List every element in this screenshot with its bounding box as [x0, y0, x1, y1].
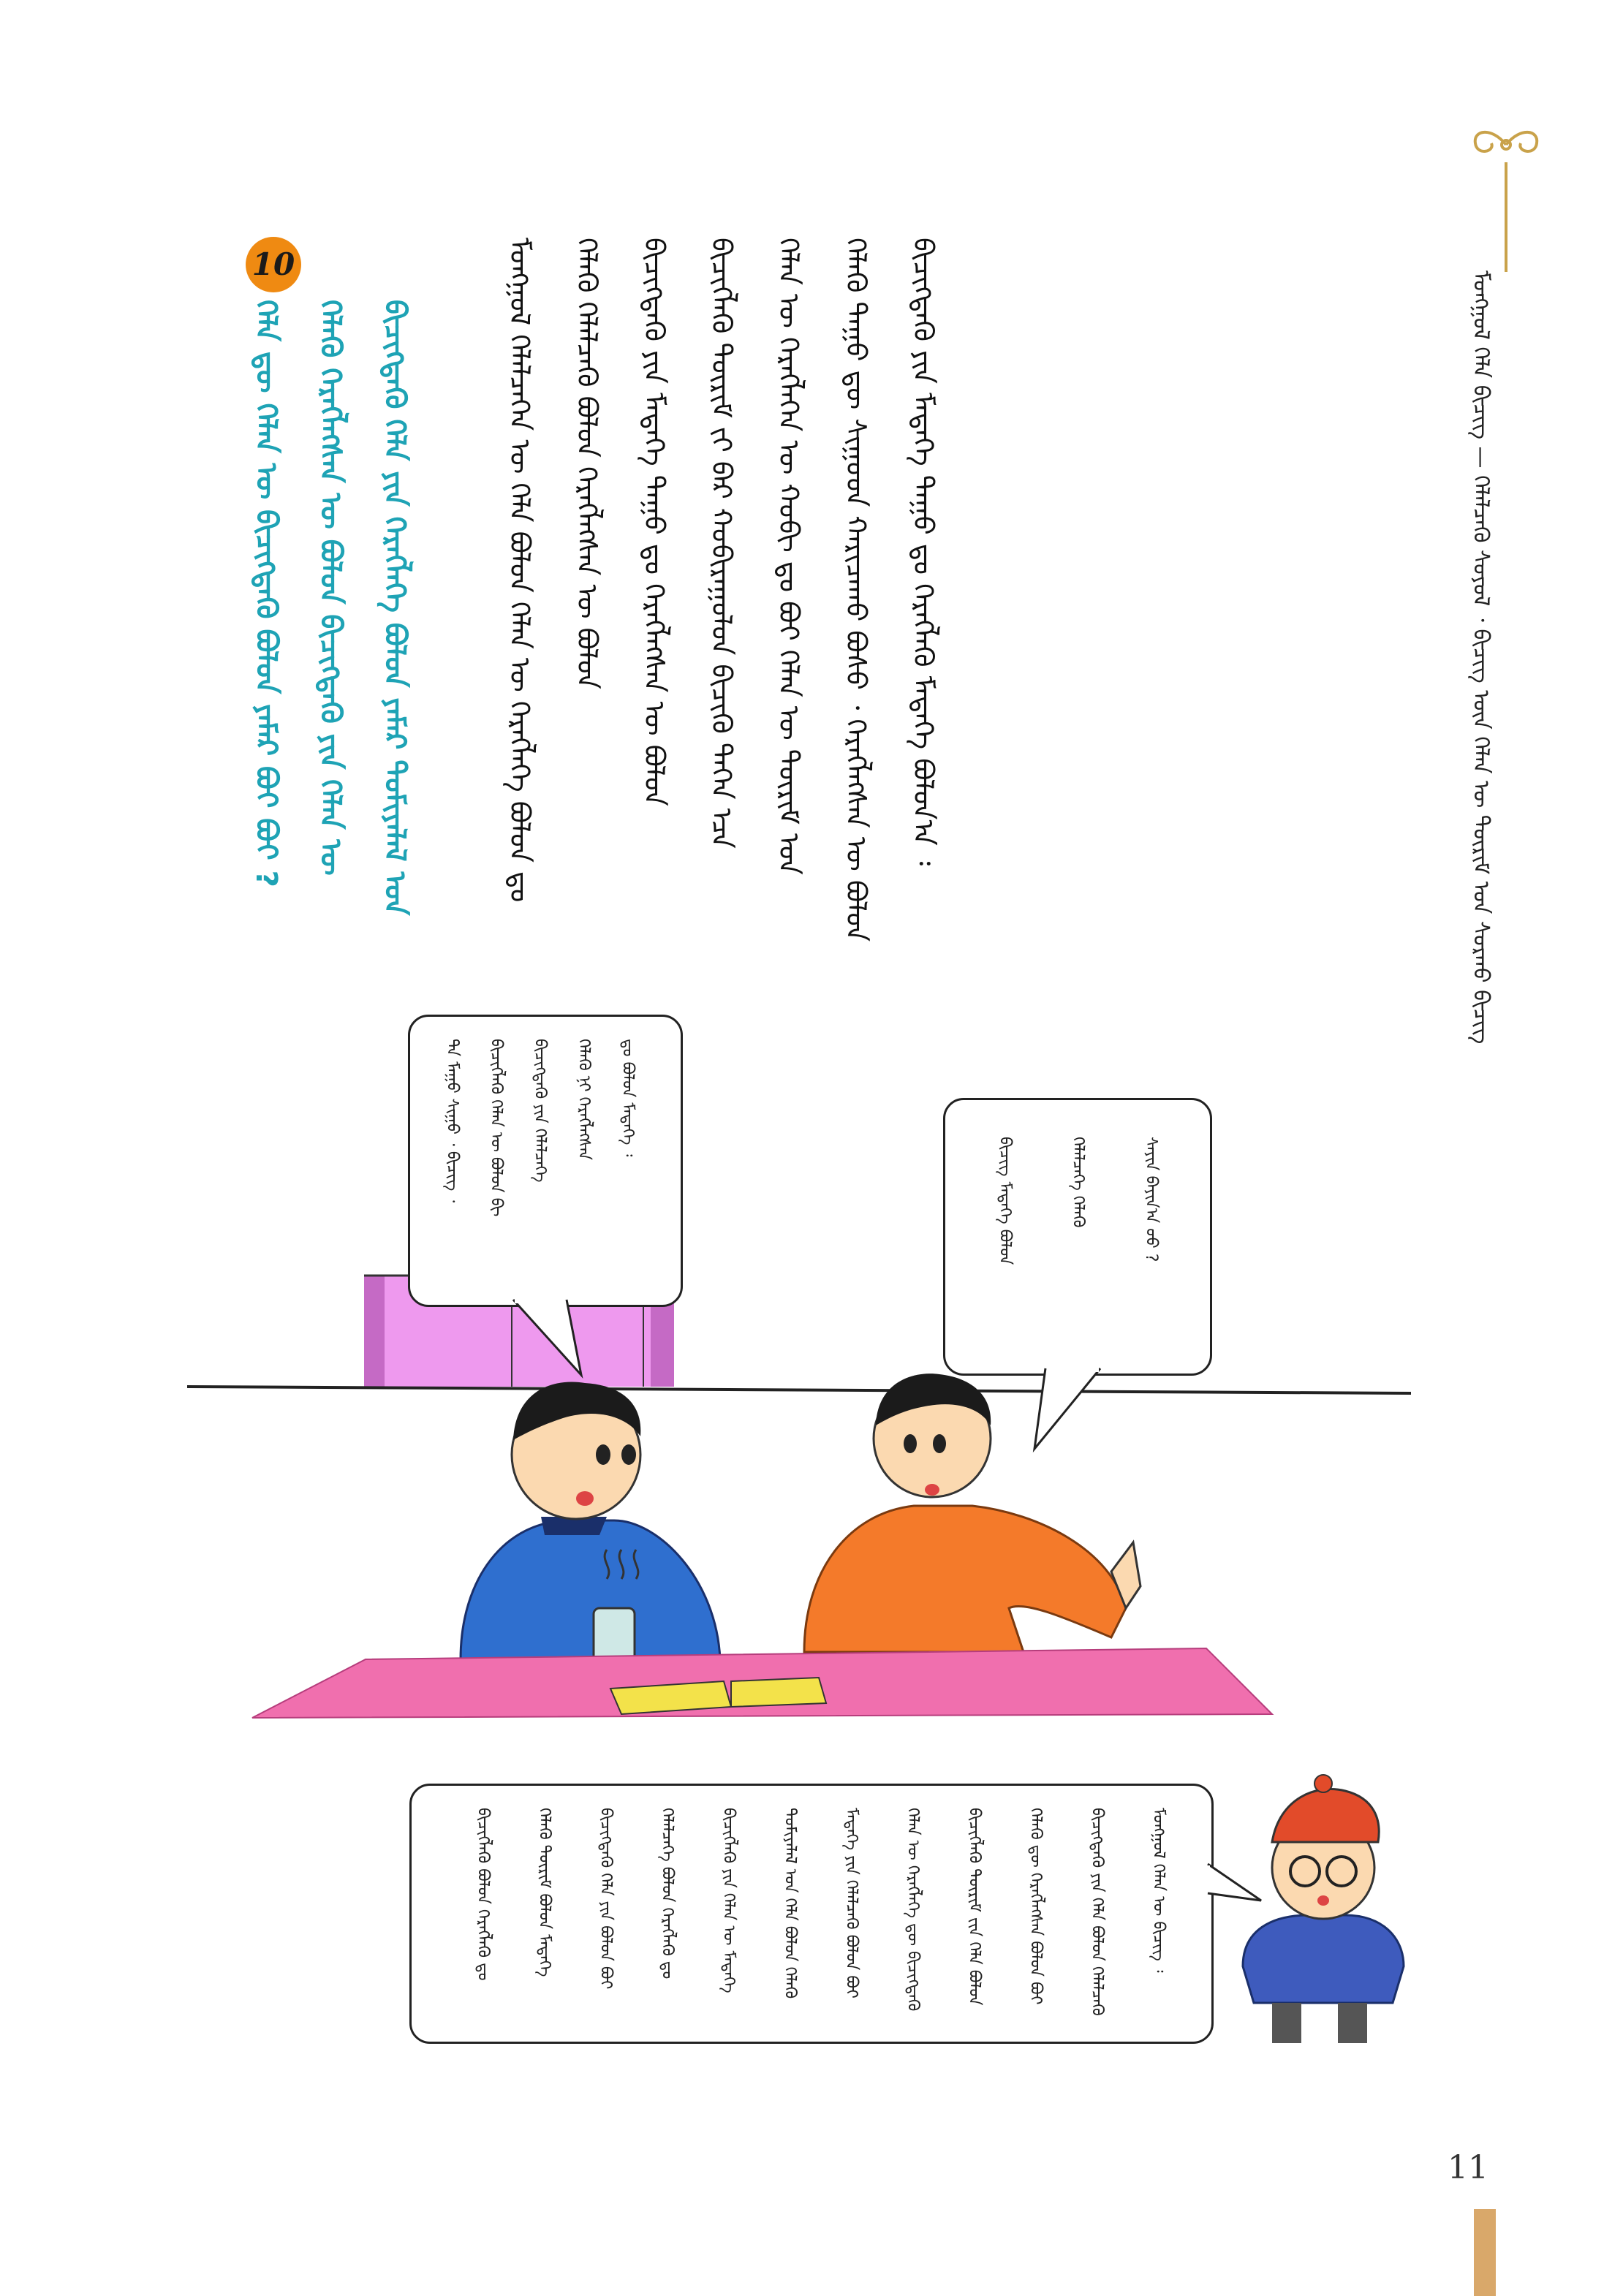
body-column: ᠬᠡᠯᠡᠨ ᠦ ᠬᠡᠷᠡᠭᠯᠡᠭᠡᠨ ᠦ ᠬᠤᠪᠢ ᠳᠤ ᠪᠤᠢ ᠬᠡᠯᠡᠨ ᠦ ᠳᠦᠷᠢᠮ ᠤᠨ: [773, 238, 805, 875]
bubble-text-column: ᠪᠢᠴᠢᠭᠳᠡᠬᠦ ᠬᠡᠯᠡ ᠶᠢᠨ ᠪᠤᠯᠤᠨ ᠪᠤᠢ: [597, 1808, 615, 1990]
body-column: ᠬᠡᠯᠡᠬᠦ ᠳᠠᠭᠤ ᠳᠦ ᠰᠢᠭᠤᠳ ᠬᠠᠷᠢᠴᠠᠬᠤ ᠪᠤᠰᠤ ᠂ ᠬᠡᠷᠡᠭᠯᠡᠭᠰᠡᠨ ᠦ ᠪᠤᠯᠤᠨ: [840, 238, 872, 942]
header-title: ᠮᠣᠩᠭᠣᠯ ᠬᠡᠯᠡ ᠪᠢᠴᠢᠭ — ᠬᠡᠯᠡᠯᠴᠡᠬᠦ ᠰᠣᠶᠣᠯ ᠂ ᠪᠢᠴᠢᠭ ᠦᠨ ᠬᠡᠯᠡᠨ ᠦ ᠳᠦᠷᠢᠮ ᠤᠨ ᠰᠤᠷᠬᠤ ᠪᠢᠴᠢᠭ: [1468, 270, 1494, 1045]
page-number: 11: [1448, 2149, 1488, 2186]
speech-bubble-bottom: [409, 1784, 1214, 2044]
body-column: ᠬᠡᠯᠡᠬᠦ ᠬᠡᠯᠡᠯᠴᠡᠬᠦ ᠪᠤᠯᠤᠨ ᠬᠡᠷᠡᠭᠯᠡᠭᠰᠡᠨ ᠦ ᠪᠤᠯᠤᠨ: [571, 238, 603, 689]
speech-bubble-left: [408, 1015, 683, 1307]
question-number-badge: 10: [246, 237, 301, 292]
bubble-text-column: ᠬᠡᠯᠡᠬᠦ ᠨᠢ ᠬᠡᠷᠡᠭᠯᠡᠭᠰᠡᠨ: [575, 1039, 593, 1160]
body-column: ᠪᠢᠴᠢᠭᠳᠡᠬᠦ ᠶᠢᠨ ᠮᠡᠳᠡᠭᠡ ᠳᠠᠭᠤ ᠳᠤ ᠬᠡᠷᠡᠭᠯᠡᠭᠰᠡᠨ ᠦ ᠪᠤᠯᠤᠨ: [638, 238, 670, 806]
bubble-text-column: ᠬᠡᠯᠡᠯᠴᠡᠭᠡ ᠬᠡᠯᠡᠬᠦ: [1069, 1137, 1087, 1228]
body-column: ᠮᠣᠩᠭᠣᠯ ᠬᠡᠯᠡᠯᠴᠡᠭᠡᠨ ᠦ ᠬᠡᠯᠡ ᠪᠤᠯᠤᠨ ᠬᠡᠯᠡᠨ ᠦ ᠬᠡᠷᠡᠭᠯᠡᠭᠡ ᠪᠤᠯᠤᠨ ᠳᠤ: [504, 238, 536, 903]
body-column: ᠪᠢᠴᠢᠭᠳᠡᠬᠦ ᠶᠢᠨ ᠮᠡᠳᠡᠭᠡ ᠳᠠᠭᠤ ᠳᠤ ᠬᠡᠷᠡᠭᠯᠡᠬᠦ ᠮᠡᠳᠡᠭᠡ ᠪᠤᠯᠤᠨ᠎ᠠ ᠄: [907, 238, 939, 866]
bubble-text-column: ᠪᠢᠴᠢᠭᠯᠡᠬᠦ ᠳᠦᠷᠢᠮ ᠵᠢᠨ ᠬᠡᠯᠡ ᠪᠤᠯᠤᠨ: [965, 1808, 983, 2006]
bubble-text-column: ᠪᠢᠴᠢᠭᠯᠡᠬᠦ ᠶᠢᠨ ᠬᠡᠯᠡᠨ ᠦ ᠮᠡᠳᠡᠭᠡ: [719, 1808, 738, 1993]
speech-bubble-right-tail: [1031, 1367, 1111, 1455]
floor-line: [187, 1387, 1411, 1393]
bubble-text-column: ᠬᠡᠯᠡᠯᠴᠡᠭᠡ ᠪᠤᠯᠤᠨ ᠬᠡᠷᠡᠭᠯᠡᠬᠦ ᠳᠤ: [658, 1808, 676, 1979]
bubble-text-column: ᠬᠡᠯᠡᠬᠦ ᠳᠦᠷᠢᠮ ᠪᠤᠯᠤᠨ ᠮᠡᠳᠡᠭᠡ: [535, 1808, 553, 1977]
bubble-text-column: ᠪᠢᠴᠢᠭᠯᠡᠬᠦ ᠬᠡᠯᠡᠨ ᠦ ᠪᠤᠯᠤᠨ ᠪᠢ: [487, 1039, 505, 1217]
bubble-text-column: ᠳᠤ ᠪᠤᠯᠤᠨ ᠮᠡᠳᠡᠭᠡ ᠄: [618, 1039, 637, 1157]
body-column: ᠪᠢᠴᠢᠭᠯᠡᠬᠦ ᠳᠦᠷᠢᠮ ᠵᠢ ᠪᠡᠷ ᠬᠤᠪᠢᠷᠠᠭᠤᠯᠤᠨ ᠪᠢᠴᠢᠬᠦ ᠳᠡᠭᠡᠨ ᠡᠴᠡ: [705, 238, 738, 849]
accent-bar: [1474, 2209, 1496, 2296]
bubble-text-column: ᠪᠢᠴᠢᠭᠯᠡᠬᠦ ᠪᠤᠯᠤᠨ ᠬᠡᠷᠡᠭᠯᠡᠬᠦ ᠳᠤ: [474, 1808, 492, 1981]
bubble-text-column: ᠰᠠᠶᠢᠨ ᠪᠠᠶᠢᠨ᠎ᠠ ᠤᠤ ?: [1142, 1137, 1160, 1262]
bubble-text-column: ᠪᠢᠴᠢᠭ ᠮᠡᠳᠡᠭᠡ ᠪᠤᠯᠤᠨ: [996, 1137, 1014, 1265]
man-blue: [461, 1382, 720, 1667]
bubble-text-column: ᠮᠡᠳᠡᠭᠡ ᠶᠢᠨ ᠬᠡᠯᠡᠯᠴᠡᠬᠦ ᠪᠤᠯᠤᠨ ᠪᠤᠢ: [842, 1808, 860, 1998]
question-column: ᠪᠢᠴᠢᠭᠳᠡᠬᠦ ᠬᠡᠯᠡ ᠶᠢᠨ ᠬᠡᠷᠡᠭᠯᠡᠭᠡ ᠪᠤᠯᠤᠨ ᠶᠠᠮᠠᠷ ᠲᠣᠮᠢᠶᠠᠯᠠᠯ ᠤᠨ: [378, 300, 412, 916]
question-column: ᠬᠡᠯᠡᠬᠦ ᠬᠡᠷᠡᠭᠯᠡᠭᠰᠡᠨ ᠦ ᠪᠤᠯᠤᠨ ᠪᠢᠴᠢᠭᠳᠡᠬᠦ ᠶᠢᠨ ᠬᠡᠯᠡᠨ ᠦ: [314, 300, 347, 876]
speech-bubble-left-tail: [512, 1298, 592, 1379]
bubble-text-column: ᠲᠣᠮᠢᠶᠠᠯᠠᠯ ᠤᠨ ᠬᠡᠯᠡ ᠪᠤᠯᠤᠨ ᠬᠡᠯᠡᠬᠦ: [781, 1808, 799, 1999]
speech-bubble-bottom-tail: [1206, 1857, 1265, 1915]
speech-bubble-right: [943, 1098, 1212, 1376]
child-figure: [1243, 1775, 1404, 2043]
bubble-text-column: ᠬᠡᠯᠡᠨ ᠦ ᠬᠡᠷᠡᠭᠯᠡᠭᠡ ᠳᠦ ᠪᠢᠴᠢᠭᠳᠡᠬᠦ: [904, 1808, 922, 2012]
bubble-text-column: ᠲᠠ ᠮᠠᠭᠤ ᠰᠢᠭᠤ ᠂ ᠪᠢᠴᠢᠭ ᠂: [443, 1039, 461, 1203]
question-column: ᠬᠡᠯᠡ ᠳᠦ ᠬᠡᠯᠡᠨ ᠦ ᠪᠢᠴᠢᠭᠳᠡᠬᠦ ᠪᠤᠯᠤᠨ ᠶᠠᠮᠠᠷ ᠪᠤᠢ ᠪᠤᠢ ?: [249, 300, 283, 887]
bubble-text-column: ᠪᠢᠴᠢᠭᠳᠡᠬᠦ ᠶᠢᠨ ᠬᠡᠯᠡᠯᠴᠡᠭᠡ: [531, 1039, 549, 1183]
bubble-text-column: ᠮᠣᠩᠭᠣᠯ ᠬᠡᠯᠡᠨ ᠦ ᠪᠢᠴᠢᠭ ᠄: [1149, 1808, 1168, 1973]
bubble-text-column: ᠬᠡᠯᠡᠬᠦ ᠳᠦ ᠬᠡᠷᠡᠭᠯᠡᠭᠰᠡᠨ ᠪᠤᠯᠤᠨ ᠪᠤᠢ: [1026, 1808, 1045, 2005]
bubble-text-column: ᠪᠢᠴᠢᠭᠳᠡᠬᠦ ᠶᠢᠨ ᠬᠡᠯᠡ ᠪᠤᠯᠤᠨ ᠬᠡᠯᠡᠯᠴᠡᠬᠦ: [1088, 1808, 1106, 2016]
